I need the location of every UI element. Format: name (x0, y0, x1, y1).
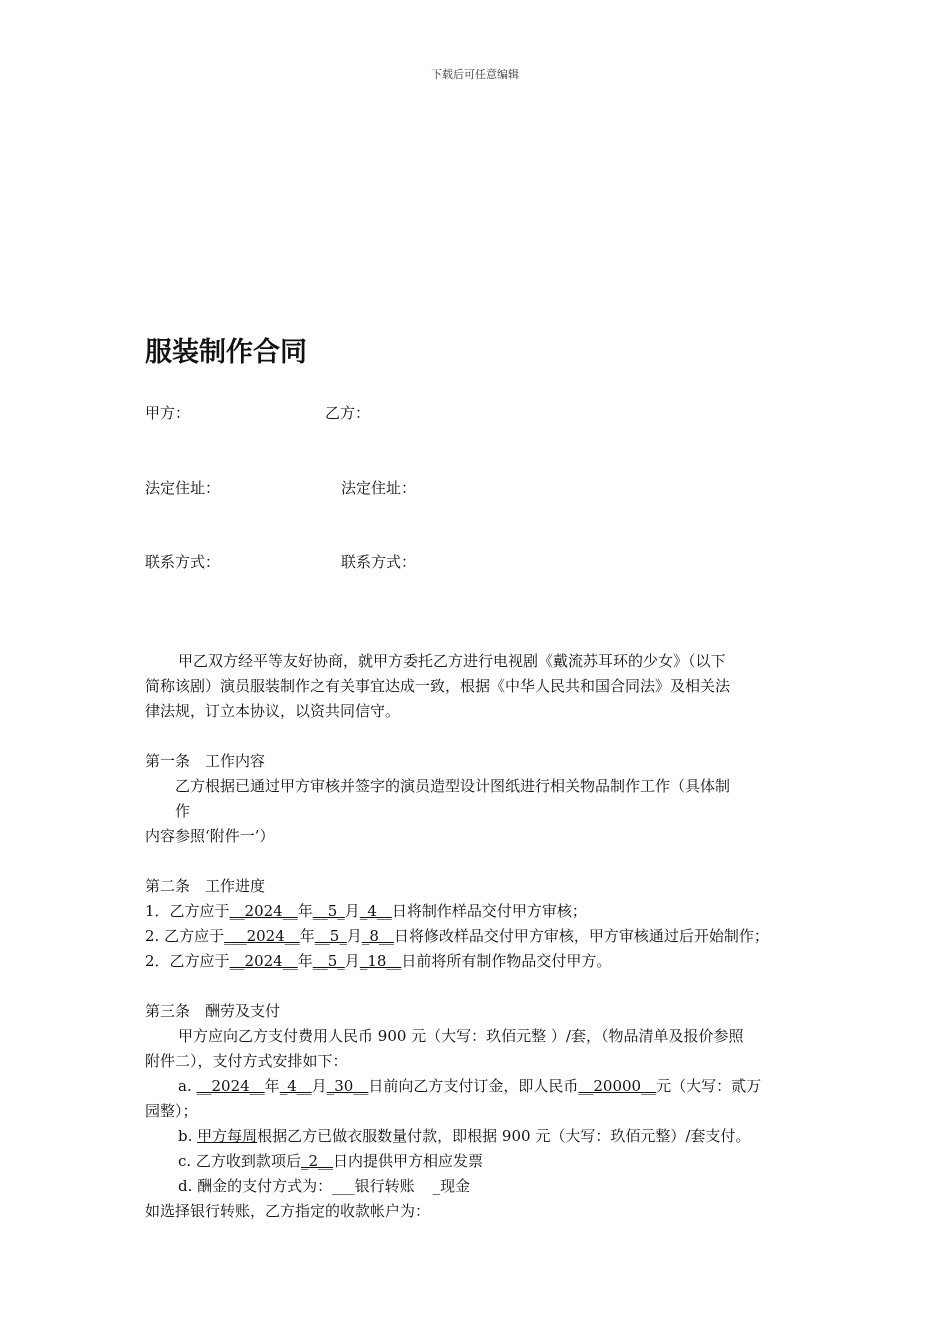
article-1-line-2: 作 (175, 802, 191, 820)
year-unit: 年 (297, 952, 313, 970)
party-b-address-label: 法定住址： (341, 479, 417, 497)
schedule-row-3-day: _18__ (359, 952, 402, 970)
intro-line-1: 甲乙双方经平等友好协商，就甲方委托乙方进行电视剧《戴流苏耳环的少女》（以下 (178, 652, 726, 670)
schedule-row-3 (145, 950, 611, 971)
payment-a-prefix: a. (178, 1077, 197, 1095)
payment-a-amount: __20000__ (578, 1077, 657, 1095)
article-3-heading: 第三条 酬劳及支付 (145, 1002, 281, 1020)
article-1-line-3: 内容参照‘附件一’） (145, 827, 275, 845)
payment-method-bank: ___银行转账 (332, 1177, 415, 1195)
payment-b-prefix: b. (178, 1127, 198, 1145)
payment-b-suffix: 根据乙方已做衣服数量付款，即根据 900 元（大写：玖佰元整）/套支付。 (257, 1127, 751, 1145)
payment-item-a-continued: 园整）； (145, 1102, 198, 1120)
month-unit: 月 (311, 1077, 327, 1095)
payment-c-suffix: 日内提供甲方相应发票 (333, 1152, 484, 1170)
month-unit: 月 (344, 952, 360, 970)
payment-item-c (178, 1150, 483, 1171)
article-2-heading: 第二条 工作进度 (145, 877, 266, 895)
payment-d-prefix: d. 酬金的支付方式为： (178, 1177, 333, 1195)
schedule-row-3-year: __2024__ (229, 952, 298, 970)
party-a-label: 甲方： (145, 404, 191, 422)
payment-item-a (178, 1075, 761, 1096)
year-unit: 年 (297, 902, 313, 920)
payment-item-b (178, 1125, 750, 1146)
schedule-row-1-month: __5_ (312, 902, 345, 920)
payment-method-cash: _现金 (432, 1177, 471, 1195)
schedule-row-1 (145, 900, 587, 921)
payment-a-middle: 日前向乙方支付订金，即人民币 (368, 1077, 579, 1095)
year-unit: 年 (299, 927, 315, 945)
article-1-line-1: 乙方根据已通过甲方审核并签字的演员造型设计图纸进行相关物品制作工作（具体制 (175, 777, 731, 795)
month-unit: 月 (344, 902, 360, 920)
schedule-row-3-prefix: 2．乙方应于 (145, 952, 230, 970)
payment-a-month: _4__ (279, 1077, 312, 1095)
schedule-row-2-suffix: 日将修改样品交付甲方审核，甲方审核通过后开始制作； (393, 927, 769, 945)
article-3-paragraph-line-2: 附件二），支付方式安排如下： (145, 1052, 348, 1070)
year-unit: 年 (264, 1077, 280, 1095)
payment-c-prefix: c. 乙方收到款项后 (178, 1152, 301, 1170)
bank-account-line: 如选择银行转账，乙方指定的收款帐户为： (145, 1202, 431, 1220)
payment-c-days: _2__ (300, 1152, 333, 1170)
document-title: 服装制作合同 (145, 337, 307, 368)
payment-item-d (178, 1175, 470, 1196)
payment-a-suffix: 元（大写：贰万 (656, 1077, 762, 1095)
payment-a-year: __2024__ (196, 1077, 265, 1095)
party-b-label: 乙方： (325, 404, 371, 422)
party-a-address-label: 法定住址： (145, 479, 221, 497)
schedule-row-3-suffix: 日前将所有制作物品交付甲方。 (401, 952, 612, 970)
schedule-row-3-month: __5_ (312, 952, 345, 970)
article-1-heading: 第一条 工作内容 (145, 752, 266, 770)
payment-b-who: 甲方每周 (197, 1127, 258, 1145)
payment-a-day: _30__ (326, 1077, 369, 1095)
schedule-row-1-day: _4__ (359, 902, 392, 920)
schedule-row-1-year: __2024__ (229, 902, 298, 920)
schedule-row-2-prefix: 2. 乙方应于 (145, 927, 225, 945)
schedule-row-1-prefix: 1．乙方应于 (145, 902, 230, 920)
intro-line-2: 简称该剧）演员服装制作之有关事宜达成一致，根据《中华人民共和国合同法》及相关法 (145, 677, 731, 695)
intro-line-3: 律法规，订立本协议，以资共同信守。 (145, 702, 401, 720)
schedule-row-2-month: __5_ (314, 927, 347, 945)
month-unit: 月 (346, 927, 362, 945)
schedule-row-2-day: _8__ (361, 927, 394, 945)
party-b-contact-label: 联系方式： (341, 553, 417, 571)
schedule-row-1-suffix: 日将制作样品交付甲方审核； (391, 902, 587, 920)
schedule-row-2-year: ___2024__ (224, 927, 300, 945)
party-a-contact-label: 联系方式： (145, 553, 221, 571)
article-3-paragraph-line-1: 甲方应向乙方支付费用人民币 900 元（大写：玖佰元整 ）/套，（物品清单及报价参照 (178, 1027, 744, 1045)
schedule-row-2 (145, 925, 769, 946)
page-header: 下载后可任意编辑 (431, 68, 519, 81)
